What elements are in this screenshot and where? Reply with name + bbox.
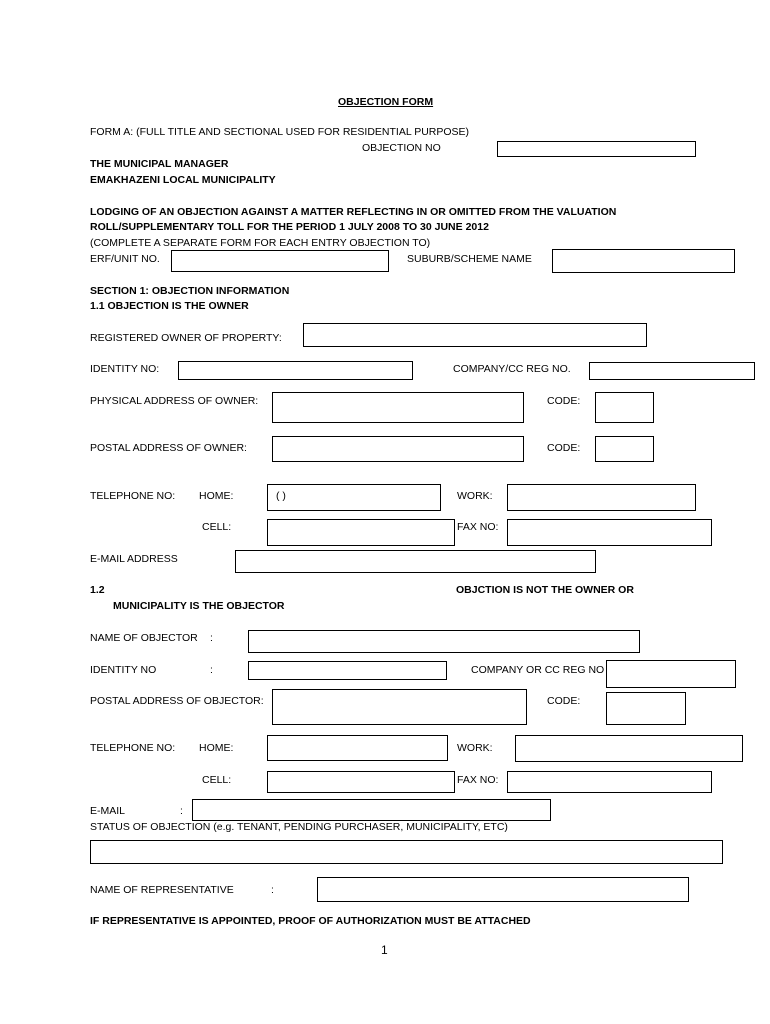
status-input[interactable]: [90, 840, 723, 864]
suburb-label: SUBURB/SCHEME NAME: [407, 253, 532, 265]
objector-cell-label: CELL:: [202, 774, 232, 786]
objector-fax-input[interactable]: [507, 771, 712, 793]
addressee-line1: THE MUNICIPAL MANAGER: [90, 158, 229, 170]
authorization-note: IF REPRESENTATIVE IS APPOINTED, PROOF OF AUTHORIZATION MUST BE ATTACHED: [90, 915, 531, 927]
addressee-line2: EMAKHAZENI LOCAL MUNICIPALITY: [90, 174, 276, 186]
objector-email-colon: :: [180, 805, 183, 817]
company-label: COMPANY/CC REG NO.: [453, 363, 571, 375]
objector-identity-input[interactable]: [248, 661, 447, 680]
identity-input[interactable]: [178, 361, 413, 380]
objector-identity-colon: :: [210, 664, 213, 676]
work-phone-input[interactable]: [507, 484, 696, 511]
registered-owner-label: REGISTERED OWNER OF PROPERTY:: [90, 332, 282, 344]
fax-label: FAX NO:: [457, 521, 499, 533]
objector-cell-input[interactable]: [267, 771, 455, 793]
objector-home-label: HOME:: [199, 742, 234, 754]
objector-postal-input[interactable]: [272, 689, 527, 725]
objector-email-input[interactable]: [192, 799, 551, 821]
objector-work-input[interactable]: [515, 735, 743, 762]
intro-line1: LODGING OF AN OBJECTION AGAINST A MATTER REFLECTING IN OR OMITTED FROM THE VALUATION: [90, 206, 617, 218]
form-type: FORM A: (FULL TITLE AND SECTIONAL USED FOR RESIDENTIAL PURPOSE): [90, 126, 470, 138]
objector-name-input[interactable]: [248, 630, 640, 653]
objector-code-label: CODE:: [547, 695, 581, 707]
representative-colon: :: [271, 884, 274, 896]
registered-owner-input[interactable]: [303, 323, 647, 347]
objector-email-label: E-MAIL: [90, 805, 126, 817]
physical-address-input[interactable]: [272, 392, 524, 423]
objection-no-label: OBJECTION NO: [362, 142, 441, 154]
intro-line3: (COMPLETE A SEPARATE FORM FOR EACH ENTRY OBJECTION TO): [90, 237, 431, 249]
identity-label: IDENTITY NO:: [90, 363, 160, 375]
objection-no-input[interactable]: [497, 141, 696, 157]
page-number: 1: [381, 943, 388, 957]
objector-company-label: COMPANY OR CC REG NO: [471, 664, 605, 676]
physical-code-label: CODE:: [547, 395, 581, 407]
representative-input[interactable]: [317, 877, 689, 902]
objector-name-colon: :: [210, 632, 213, 644]
postal-address-label: POSTAL ADDRESS OF OWNER:: [90, 442, 247, 454]
physical-code-input[interactable]: [595, 392, 654, 423]
home-label: HOME:: [199, 490, 234, 502]
erf-label: ERF/UNIT NO.: [90, 253, 160, 265]
objector-postal-label: POSTAL ADDRESS OF OBJECTOR:: [90, 695, 264, 707]
objector-code-input[interactable]: [606, 692, 686, 725]
section12-heading-right: OBJCTION IS NOT THE OWNER OR: [456, 584, 634, 596]
physical-address-label: PHYSICAL ADDRESS OF OWNER:: [90, 395, 259, 407]
work-label: WORK:: [457, 490, 493, 502]
cell-input[interactable]: [267, 519, 455, 546]
postal-address-input[interactable]: [272, 436, 524, 462]
telephone-label: TELEPHONE NO:: [90, 490, 176, 502]
objector-identity-label: IDENTITY NO: [90, 664, 157, 676]
postal-code-label: CODE:: [547, 442, 581, 454]
objector-name-label: NAME OF OBJECTOR: [90, 632, 198, 644]
status-label: STATUS OF OBJECTION (e.g. TENANT, PENDING PURCHASER, MUNICIPALITY, ETC): [90, 821, 508, 833]
intro-line2: ROLL/SUPPLEMENTARY TOLL FOR THE PERIOD 1 JULY 2008 TO 30 JUNE 2012: [90, 221, 489, 233]
section12-heading-line2: MUNICIPALITY IS THE OBJECTOR: [113, 600, 285, 612]
suburb-input[interactable]: [552, 249, 735, 273]
objector-telephone-label: TELEPHONE NO:: [90, 742, 176, 754]
email-label: E-MAIL ADDRESS: [90, 553, 178, 565]
home-phone-input[interactable]: ( ): [267, 484, 441, 511]
representative-label: NAME OF REPRESENTATIVE: [90, 884, 234, 896]
fax-input[interactable]: [507, 519, 712, 546]
postal-code-input[interactable]: [595, 436, 654, 462]
email-input[interactable]: [235, 550, 596, 573]
form-title: OBJECTION FORM: [338, 96, 434, 108]
objector-fax-label: FAX NO:: [457, 774, 499, 786]
cell-label: CELL:: [202, 521, 232, 533]
objector-work-label: WORK:: [457, 742, 493, 754]
company-input[interactable]: [589, 362, 755, 380]
section12-number: 1.2: [90, 584, 105, 596]
section1-subheading: 1.1 OBJECTION IS THE OWNER: [90, 300, 249, 312]
section1-heading: SECTION 1: OBJECTION INFORMATION: [90, 285, 290, 297]
erf-input[interactable]: [171, 250, 389, 272]
objector-home-input[interactable]: [267, 735, 448, 761]
objector-company-input[interactable]: [606, 660, 736, 688]
